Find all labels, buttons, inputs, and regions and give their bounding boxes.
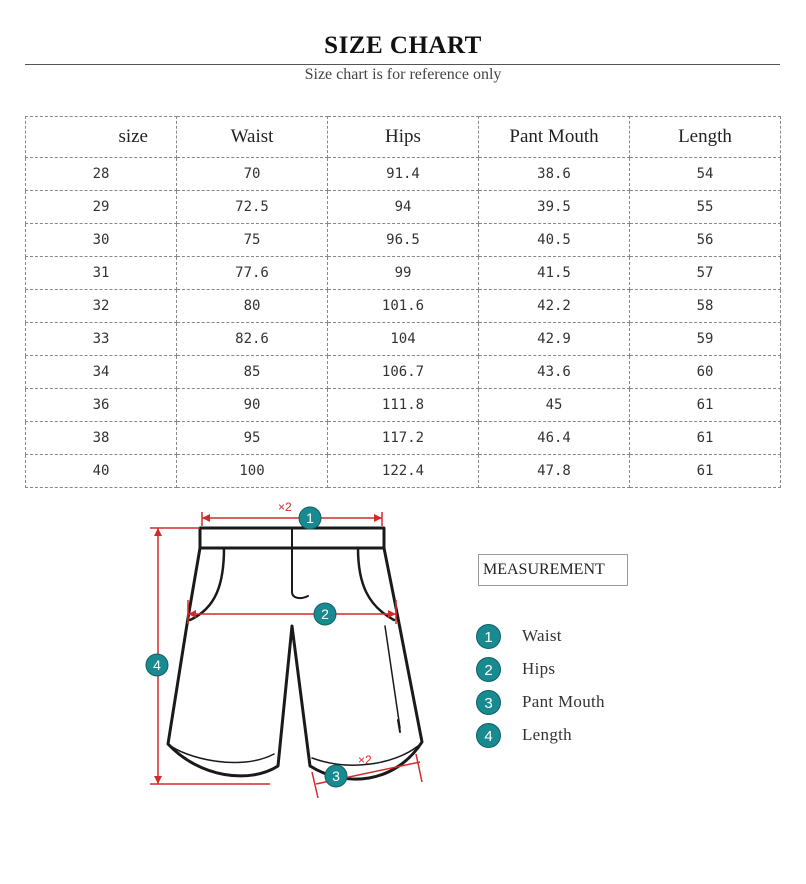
measure-arrowheads (154, 514, 396, 784)
size-table (25, 116, 781, 488)
header-length: Length (630, 117, 781, 158)
measurement-heading: MEASUREMENT (478, 554, 628, 586)
cell-waist: 75 (177, 224, 328, 257)
cell-waist: 72.5 (177, 191, 328, 224)
table-row (26, 191, 781, 224)
cell-pant-mouth: 46.4 (479, 422, 630, 455)
legend-label: Waist (522, 626, 562, 645)
table-row (26, 158, 781, 191)
cell-hips: 122.4 (328, 455, 479, 488)
cell-hips: 106.7 (328, 356, 479, 389)
cell-hips: 94 (328, 191, 479, 224)
cell-hips: 91.4 (328, 158, 479, 191)
marker-4 (146, 654, 168, 676)
table-row (26, 224, 781, 257)
table-row (26, 356, 781, 389)
cell-size: 38 (26, 422, 177, 455)
cell-waist: 82.6 (177, 323, 328, 356)
cell-waist: 70 (177, 158, 328, 191)
marker-1-number: 1 (306, 510, 314, 526)
header-pant-mouth: Pant Mouth (479, 117, 630, 158)
marker-2-number: 2 (321, 606, 329, 622)
header-waist: Waist (177, 117, 328, 158)
marker-3 (325, 765, 347, 787)
cell-hips: 111.8 (328, 389, 479, 422)
table-row (26, 290, 781, 323)
cell-length: 58 (630, 290, 781, 323)
marker-4-number: 4 (153, 657, 161, 673)
legend-badge: 3 (476, 690, 501, 715)
legend-badge: 2 (476, 657, 501, 682)
cell-hips: 117.2 (328, 422, 479, 455)
cell-pant-mouth: 43.6 (479, 356, 630, 389)
marker-3-number: 3 (332, 768, 340, 784)
cell-size: 36 (26, 389, 177, 422)
legend-badge: 1 (476, 624, 501, 649)
table-row (26, 323, 781, 356)
cell-size: 31 (26, 257, 177, 290)
mouth-multiplier-label: ×2 (358, 753, 372, 767)
shorts-diagram (140, 496, 440, 806)
cell-size: 40 (26, 455, 177, 488)
cell-hips: 104 (328, 323, 479, 356)
cell-pant-mouth: 40.5 (479, 224, 630, 257)
cell-waist: 90 (177, 389, 328, 422)
title-divider (25, 64, 780, 65)
cell-size: 29 (26, 191, 177, 224)
cell-length: 59 (630, 323, 781, 356)
cell-waist: 95 (177, 422, 328, 455)
cell-pant-mouth: 42.9 (479, 323, 630, 356)
cell-waist: 77.6 (177, 257, 328, 290)
cell-pant-mouth: 42.2 (479, 290, 630, 323)
cell-waist: 100 (177, 455, 328, 488)
table-row (26, 389, 781, 422)
cell-length: 61 (630, 422, 781, 455)
cell-length: 55 (630, 191, 781, 224)
cell-pant-mouth: 39.5 (479, 191, 630, 224)
cell-pant-mouth: 41.5 (479, 257, 630, 290)
marker-2 (314, 603, 336, 625)
page-subtitle: Size chart is for reference only (304, 66, 502, 83)
header-hips: Hips (328, 117, 479, 158)
cell-length: 57 (630, 257, 781, 290)
cell-size: 28 (26, 158, 177, 191)
table-header-row (26, 117, 781, 158)
legend-label: Pant Mouth (522, 692, 605, 711)
table-row (26, 455, 781, 488)
waist-multiplier-label: ×2 (278, 500, 292, 514)
marker-1 (299, 507, 321, 529)
cell-hips: 101.6 (328, 290, 479, 323)
cell-size: 33 (26, 323, 177, 356)
cell-size: 30 (26, 224, 177, 257)
cell-hips: 96.5 (328, 224, 479, 257)
cell-hips: 99 (328, 257, 479, 290)
legend-label: Length (522, 725, 572, 744)
shorts-outline (168, 528, 422, 779)
cell-pant-mouth: 45 (479, 389, 630, 422)
cell-pant-mouth: 38.6 (479, 158, 630, 191)
cell-size: 34 (26, 356, 177, 389)
cell-length: 61 (630, 455, 781, 488)
legend-badge: 4 (476, 723, 501, 748)
table-row (26, 257, 781, 290)
cell-pant-mouth: 47.8 (479, 455, 630, 488)
table-row (26, 422, 781, 455)
header-size: size (26, 117, 177, 158)
cell-waist: 80 (177, 290, 328, 323)
page-title: SIZE CHART (324, 32, 482, 59)
cell-length: 56 (630, 224, 781, 257)
cell-length: 54 (630, 158, 781, 191)
cell-length: 60 (630, 356, 781, 389)
cell-size: 32 (26, 290, 177, 323)
legend-label: Hips (522, 659, 556, 678)
cell-waist: 85 (177, 356, 328, 389)
cell-length: 61 (630, 389, 781, 422)
